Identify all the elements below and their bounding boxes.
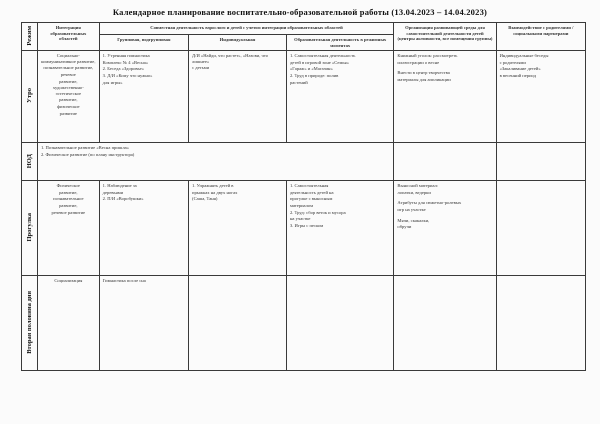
walk-areas (37, 181, 99, 276)
schedule-table (21, 22, 586, 371)
cell-line: обручи (397, 224, 412, 230)
cell-line: (Саша, Таня) (192, 196, 218, 202)
row-label-walk: Прогулка (22, 181, 38, 276)
header-environment: Организация развивающей среды для самостоятельной деятельности детей (центры активности, все помещения группы) (394, 23, 496, 51)
cell-line: материалом (289, 202, 314, 208)
row-nod (22, 143, 586, 181)
row-walk (22, 181, 586, 276)
cell-line: для игры» (102, 79, 123, 85)
header-regime: Режим (22, 23, 38, 51)
cell-line: деревьями (102, 189, 124, 195)
walk-parents (496, 181, 585, 276)
cell-line: Д/И «Найди, что растет», «Назови, что лишнее» (192, 53, 269, 64)
cell-line: развитие, (59, 189, 78, 195)
cell-line: познавательное развитие, (43, 65, 94, 71)
cell-line: Гимнастика после сна (102, 278, 146, 284)
evening-parents (496, 276, 585, 371)
morning-environment (394, 51, 496, 143)
cell-line: 2. Беседа «Здоровье» (102, 66, 144, 72)
cell-line: 1. Наблюдение за (102, 183, 137, 189)
evening-environment (394, 276, 496, 371)
cell-line: лопатки, ведерки (397, 189, 431, 195)
cell-line: Социализация (54, 278, 83, 284)
cell-line: 1. Самостоятельная (289, 183, 329, 189)
cell-line: речевое развитие (51, 209, 86, 215)
cell-line: 1. Самостоятельная деятельность (289, 53, 356, 59)
cell-line: на участке (289, 216, 311, 222)
row-morning (22, 51, 586, 143)
cell-line: развитие (59, 110, 77, 116)
row-label-nod: НОД (22, 143, 38, 181)
cell-line: Выносной материал: (397, 183, 439, 189)
nod-activities (37, 143, 393, 181)
cell-line: 3. Игры с песком (289, 222, 324, 228)
cell-line: 1. Утренняя гимнастика (102, 53, 150, 59)
walk-individual (189, 181, 287, 276)
cell-line: развитие, (59, 202, 78, 208)
nod-environment (394, 143, 496, 181)
evening-routine (286, 276, 393, 371)
cell-line: Внести в центр творчества (397, 70, 450, 76)
evening-individual (189, 276, 287, 371)
walk-environment (394, 181, 496, 276)
cell-line: «Закаливание детей» (499, 66, 541, 72)
cell-line: Мячи, скакалки, (397, 217, 430, 223)
morning-individual (189, 51, 287, 143)
cell-line: игр на участке (397, 206, 426, 212)
cell-line: 2. П/И «Воробушки» (102, 196, 144, 202)
morning-group (99, 51, 188, 143)
row-label-evening: Вторая половина дня (22, 276, 38, 371)
walk-group (99, 181, 188, 276)
cell-line: в весенний период (499, 72, 537, 78)
morning-parents (496, 51, 585, 143)
walk-routine (286, 181, 393, 276)
cell-line: Социально-коммуникативное развитие, (41, 53, 96, 64)
header-areas: Интеграция образовательных областей (37, 23, 99, 51)
evening-group (99, 276, 188, 371)
cell-line: Индивидуальные беседы (499, 53, 549, 59)
cell-line: художественно-эстетическое (52, 85, 84, 96)
cell-line: физическое (57, 103, 80, 109)
header-parents: Взаимодействие с родителями / социальными партнерами (496, 23, 585, 51)
row-label-morning: Утро (22, 51, 38, 143)
cell-line: 1. Упражнять детей в (192, 183, 234, 189)
morning-routine (286, 51, 393, 143)
cell-line: 1. Познавательное развитие «Весна пришла» (40, 145, 129, 151)
cell-line: Книжный уголок: рассмотреть (397, 53, 458, 59)
cell-line: развитие, (59, 97, 78, 103)
header-group: Групповая, подгрупповая (99, 35, 188, 51)
cell-line: 2. Физическое развитие (по плану инструктора) (40, 151, 135, 157)
cell-line: Физическое (56, 183, 80, 189)
nod-parents (496, 143, 585, 181)
evening-areas (37, 276, 99, 371)
document-title: Календарное планирование воспитательно-образовательной работы (13.04.2023 – 14.04.2023) (112, 7, 488, 17)
header-joint-activity: Совместная деятельность взрослого и детей с учетом интеграции образовательных областей (99, 23, 394, 35)
cell-line: 3. Д/И «Кому что нужно» (102, 72, 153, 78)
row-evening (22, 276, 586, 371)
cell-line: «Гараж» и «Магазин» (289, 66, 333, 72)
cell-line: материалы для аппликации (397, 76, 451, 82)
cell-line: 2. Труд в природе: полив (289, 72, 339, 78)
cell-line: познавательное (53, 196, 84, 202)
cell-line: развитие, (59, 78, 78, 84)
cell-line: речевое (60, 71, 76, 77)
morning-areas (37, 51, 99, 143)
cell-line: с детьми (192, 65, 210, 71)
cell-line: с родителями (499, 59, 526, 65)
header-routine: Образовательная деятельность в режимных моментах (286, 35, 393, 51)
cell-line: растений (289, 79, 308, 85)
cell-line: прыжках на двух ногах (192, 189, 238, 195)
header-individual: Индивидуальная (189, 35, 287, 51)
cell-line: 2. Труд: сбор веток и мусора (289, 209, 346, 215)
header-row-1 (22, 23, 586, 35)
cell-line: деятельность детей на (289, 189, 334, 195)
cell-line: иллюстрации о весне (397, 59, 440, 65)
cell-line: детей в игровой зоне «Семья» (289, 59, 349, 65)
cell-line: прогулке с выносным (289, 196, 333, 202)
cell-line: Атрибуты для сюжетно-ролевых (397, 200, 462, 206)
cell-line: Комплекс № 4 «Весна» (102, 59, 149, 65)
